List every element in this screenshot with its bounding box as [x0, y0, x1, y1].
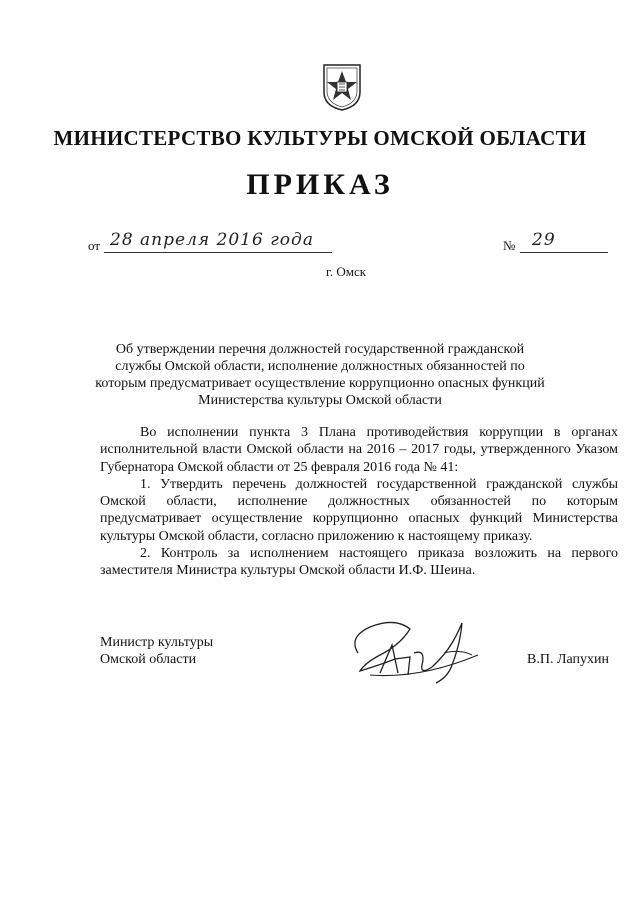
- signatory-name: В.П. Лапухин: [527, 652, 609, 667]
- ministry-name: МИНИСТЕРСТВО КУЛЬТУРЫ ОМСКОЙ ОБЛАСТИ: [53, 126, 587, 150]
- order-intro: Во исполнении пункта 3 Плана противодействия коррупции в органах исполнительной власти Омской области на 2016 – 2017 годы, утвержденного Указом Губернатора Омской области от 25 февраля 2016 года № 41:: [100, 425, 618, 475]
- handwritten-signature: [340, 615, 490, 687]
- coat-of-arms-emblem: [321, 62, 363, 112]
- date-field: [104, 230, 332, 253]
- city: г. Омск: [326, 264, 367, 279]
- order-item-1: 1. Утвердить перечень должностей государственной гражданской службы Омской области, исполнение должностных обязанностей по которым предусматривает осуществление коррупционно опасных функций Министерства культуры Омской области, согласно приложению к настоящему приказу.: [100, 476, 618, 544]
- order-body: [100, 424, 618, 580]
- signatory-position-line-2: Омской области: [100, 652, 197, 667]
- order-subject: Об утверждении перечня должностей государственной гражданской службы Омской области, исполнение должностных обязанностей по которым предусматривает осуществление коррупционно опасных функций Министерства культуры Омской области: [95, 342, 545, 408]
- number-handwritten: 29: [532, 230, 556, 250]
- order-item-2: 2. Контроль за исполнением настоящего приказа возложить на первого заместителя Министра культуры Омской области И.Ф. Шеина.: [100, 546, 618, 579]
- date-prefix: от: [88, 238, 101, 253]
- signatory-position: [100, 634, 213, 668]
- signatory-position-line-1: Министр культуры: [100, 635, 214, 650]
- date-handwritten: 28 апреля 2016 года: [110, 230, 314, 250]
- number-prefix: №: [503, 238, 516, 253]
- document-type-title: ПРИКАЗ: [246, 168, 394, 201]
- number-field: [520, 230, 608, 253]
